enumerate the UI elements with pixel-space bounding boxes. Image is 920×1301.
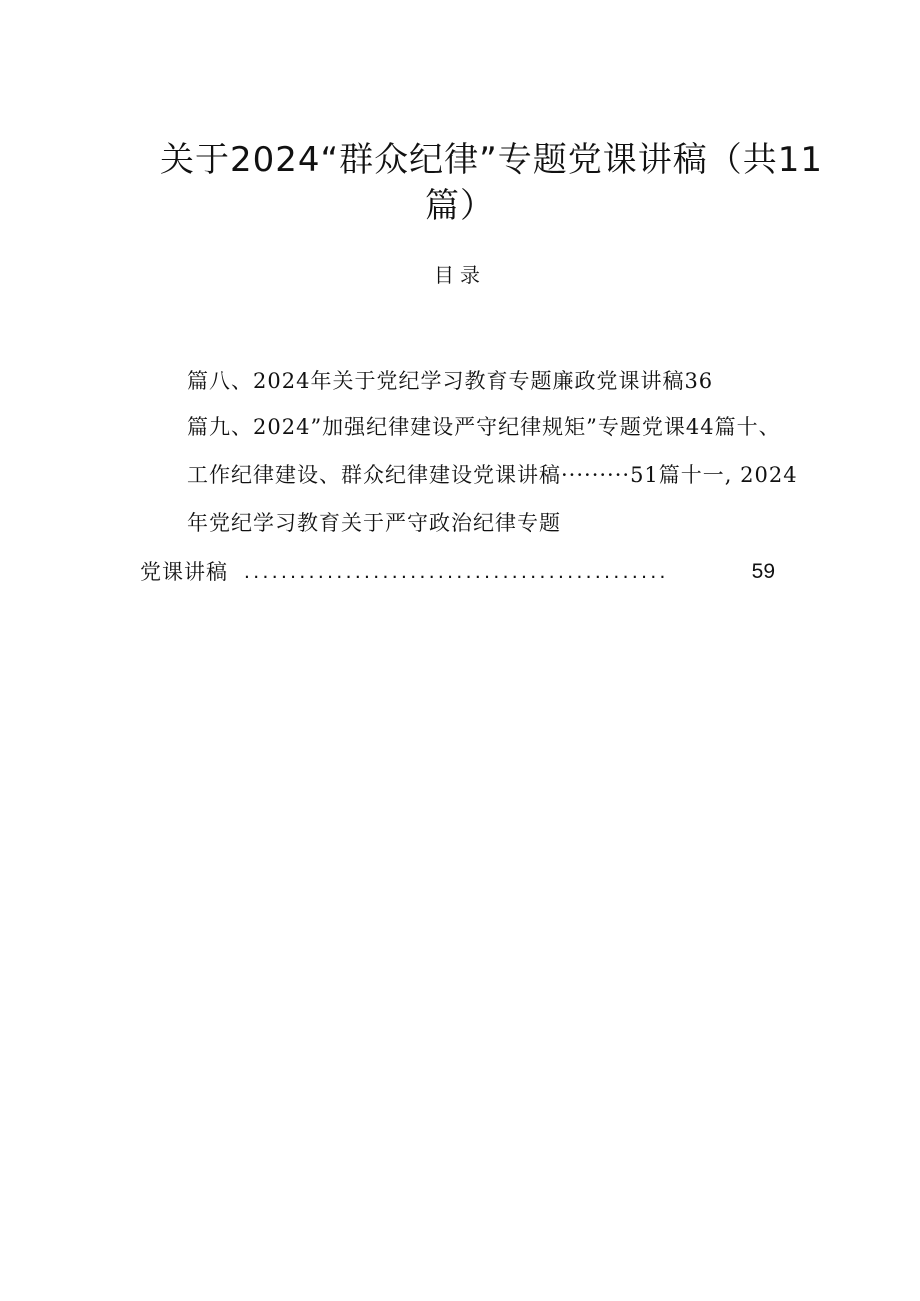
toc-page-number: 59 xyxy=(751,560,775,583)
toc-entry-11[interactable]: 年党纪学习教育关于严守政治纪律专题 xyxy=(187,511,561,535)
toc-heading: 目录 xyxy=(434,263,486,287)
toc-entry-label: 党课讲稿 xyxy=(140,560,228,584)
toc-entry-8[interactable]: 篇八、2024年关于党纪学习教育专题廉政党课讲稿36 xyxy=(187,369,714,393)
toc-entry-10[interactable]: 工作纪律建设、群众纪律建设党课讲稿·········51篇十一, 2024 xyxy=(187,463,798,487)
toc-dot-leader: .............................................. xyxy=(244,560,669,583)
title-line-2: 篇） xyxy=(425,186,495,226)
document-title xyxy=(160,137,824,229)
toc-entry-9[interactable]: 篇九、2024”加强纪律建设严守纪律规矩”专题党课44篇十、 xyxy=(187,415,781,439)
toc-entry-11-continued[interactable] xyxy=(140,558,775,586)
title-line-1: 关于2024“群众纪律”专题党课讲稿（共11 xyxy=(160,140,824,180)
